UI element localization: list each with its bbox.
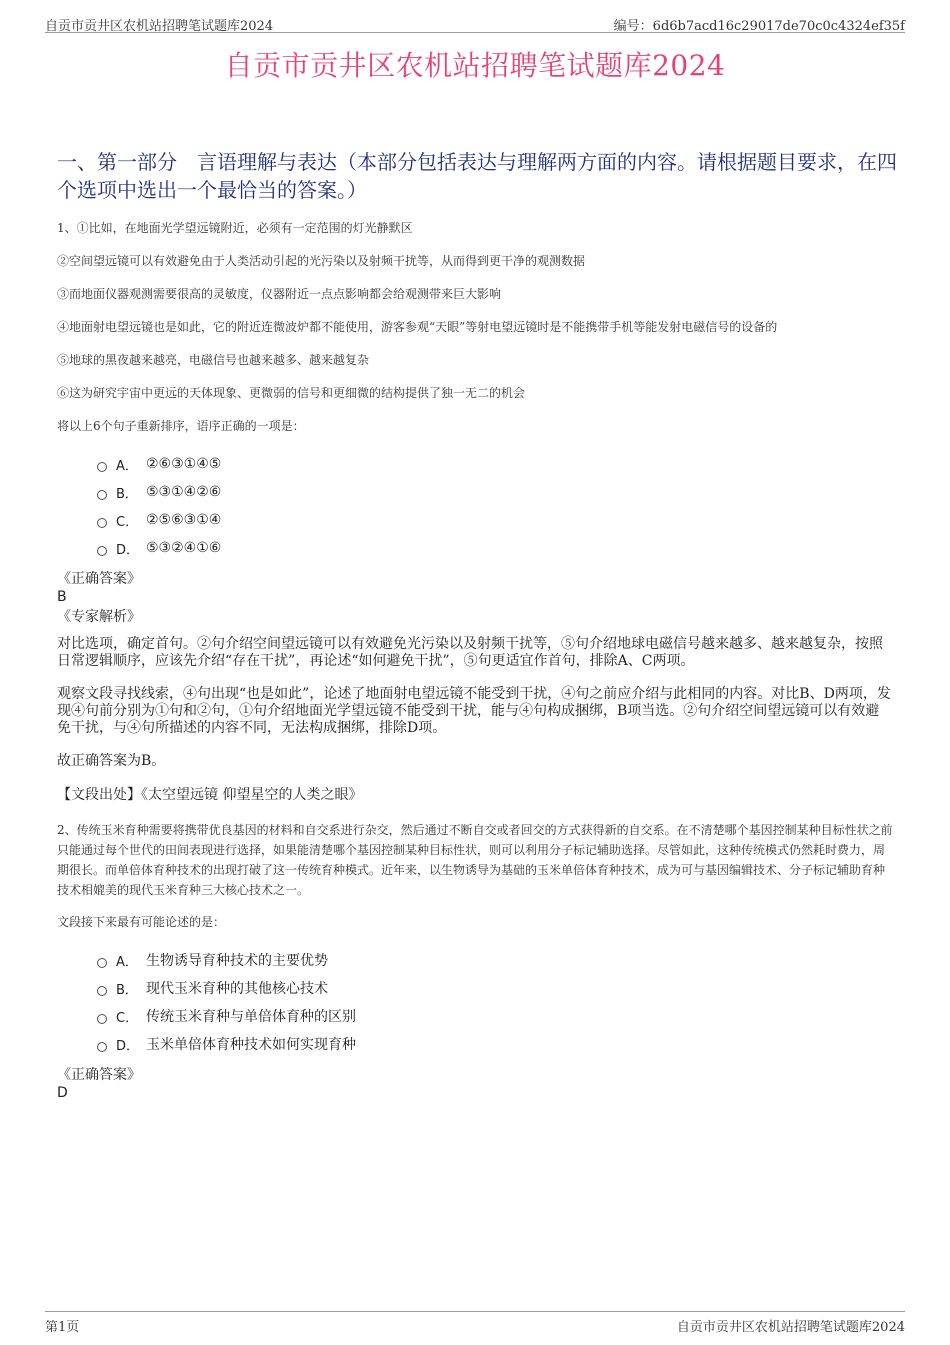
q1-analysis-para-2: 观察文段寻找线索，④句出现“也是如此”，论述了地面射电望远镜不能受到干扰，④句之前应介绍与此相同的内容。对比B、D两项，发现④句前分别为①句和②句，①句介绍地面光学望远镜不能受到干扰，能与④句构成捆绑，B项当选。②句介绍空间望远镜可以有效避免干扰，与④句所描述的内容不同，无法构成捆绑，排除D项。 (57, 686, 891, 736)
q1-sentence-5: ⑤地球的黑夜越来越亮，电磁信号也越来越多、越来越复杂 (57, 353, 370, 367)
radio-icon[interactable] (97, 986, 107, 996)
q2-options (97, 946, 893, 1058)
radio-icon[interactable] (97, 958, 107, 968)
header-doc-name: 自贡市贡井区农机站招聘笔试题库2024 (45, 19, 274, 34)
header-doc-id: 编号：6d6b7acd16c29017de70c0c4324ef35f (613, 19, 905, 34)
footer-page-number: 第1页 (45, 1320, 80, 1335)
q1-sentence-1: 1、①比如，在地面光学望远镜附近，必须有一定范围的灯光静默区 (57, 221, 413, 235)
page-footer (45, 1311, 905, 1336)
document-title: 自贡市贡井区农机站招聘笔试题库2024 (224, 49, 726, 82)
radio-icon[interactable] (97, 462, 107, 472)
question-2 (57, 820, 893, 1102)
q1-option-c[interactable] (97, 506, 893, 534)
q1-options (97, 450, 893, 562)
q1-source: 【文段出处】《太空望远镜 仰望星空的人类之眼》 (57, 787, 363, 803)
radio-icon[interactable] (97, 1042, 107, 1052)
option-text: 玉米单倍体育种技术如何实现育种 (146, 1037, 356, 1053)
q1-sentence-6: ⑥这为研究宇宙中更远的天体现象、更微弱的信号和更细微的结构提供了独一无二的机会 (57, 386, 526, 400)
section-heading: 一、第一部分 言语理解与表达（本部分包括表达与理解两方面的内容。请根据题目要求，在四个选项中选出一个最恰当的答案。） (57, 150, 897, 202)
q1-option-a[interactable] (97, 450, 893, 478)
radio-icon[interactable] (97, 518, 107, 528)
q1-option-d[interactable] (97, 534, 893, 562)
option-text: 现代玉米育种的其他核心技术 (146, 981, 328, 997)
q1-answer-value: B (57, 589, 67, 605)
q2-option-c[interactable] (97, 1002, 893, 1030)
option-letter: C． (116, 1010, 139, 1026)
q2-option-b[interactable] (97, 974, 893, 1002)
q1-analysis-para-3: 故正确答案为B。 (57, 753, 166, 769)
q2-option-d[interactable] (97, 1030, 893, 1058)
q1-sentence-3: ③而地面仪器观测需要很高的灵敏度，仪器附近一点点影响都会给观测带来巨大影响 (57, 287, 502, 301)
content-body (57, 220, 893, 1104)
option-text: ⑤③①④②⑥ (146, 484, 222, 500)
option-letter: D． (116, 1038, 140, 1054)
option-text: 传统玉米育种与单倍体育种的区别 (146, 1009, 356, 1025)
option-text: ⑤③②④①⑥ (146, 540, 222, 556)
option-letter: A． (116, 458, 138, 474)
q2-stem: 2、传统玉米育种需要将携带优良基因的材料和自交系进行杂交，然后通过不断自交或者回交的方式获得新的自交系。在不清楚哪个基因控制某种目标性状之前只能通过每个世代的田间表现进行选择，如果能清楚哪个基因控制某种目标性状，则可以利用分子标记辅助选择。尽管如此，这种传统模式仍然耗时费力，周期很长。而单倍体育种技术的出现打破了这一传统育种模式。近年来，以生物诱导为基础的玉米单倍体育种技术，成为可与基因编辑技术、分子标记辅助育种技术相媲美的现代玉米育种三大核心技术之一。 (57, 823, 893, 897)
q2-option-a[interactable] (97, 946, 893, 974)
option-letter: A． (116, 954, 138, 970)
q1-option-b[interactable] (97, 478, 893, 506)
q1-stem: 将以上6个句子重新排序，语序正确的一项是： (57, 419, 305, 433)
option-letter: B． (116, 486, 138, 502)
radio-icon[interactable] (97, 1014, 107, 1024)
question-1 (57, 220, 893, 804)
option-text: ②⑤⑥③①④ (146, 512, 222, 528)
q1-sentence-2: ②空间望远镜可以有效避免由于人类活动引起的光污染以及射频干扰等，从而得到更干净的观测数据 (57, 254, 586, 268)
q2-answer-value: D (57, 1085, 68, 1101)
option-text: ②⑥③①④⑤ (146, 456, 222, 472)
radio-icon[interactable] (97, 546, 107, 556)
q1-sentence-4: ④地面射电望远镜也是如此，它的附近连微波炉都不能使用，游客参观“天眼”等射电望远镜时是不能携带手机等能发射电磁信号的设备的 (57, 320, 778, 334)
option-text: 生物诱导育种技术的主要优势 (146, 953, 328, 969)
q1-analysis-label: 《专家解析》 (57, 609, 141, 625)
q1-answer-label: 《正确答案》 (57, 571, 141, 587)
option-letter: C． (116, 514, 139, 530)
q2-answer-label: 《正确答案》 (57, 1067, 141, 1083)
option-letter: B． (116, 982, 138, 998)
q2-question: 文段接下来最有可能论述的是： (57, 915, 226, 929)
radio-icon[interactable] (97, 490, 107, 500)
option-letter: D． (116, 542, 140, 558)
page-header (45, 10, 905, 33)
q1-analysis-para-1: 对比选项，确定首句。②句介绍空间望远镜可以有效避免光污染以及射频干扰等，⑤句介绍地球电磁信号越来越多、越来越复杂，按照日常逻辑顺序，应该先介绍“存在干扰”，再论述“如何避免干扰”，⑤句更适宜作首句，排除A、C两项。 (57, 636, 883, 669)
footer-doc-name: 自贡市贡井区农机站招聘笔试题库2024 (676, 1320, 905, 1335)
